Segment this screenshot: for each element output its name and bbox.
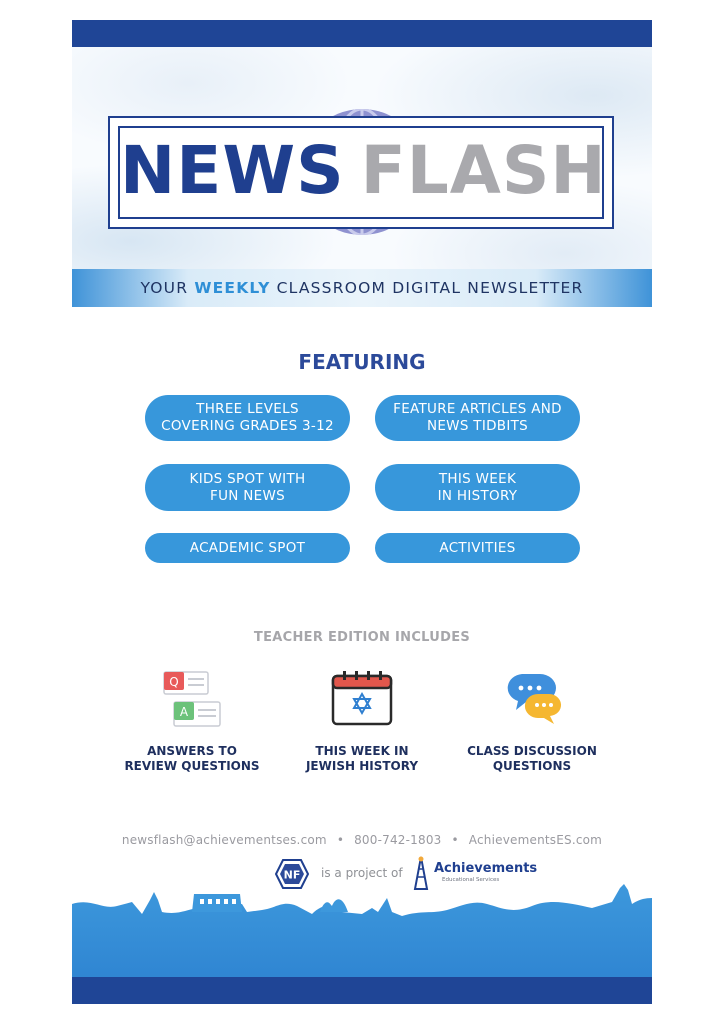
achievements-logo-subtitle: Educational Services — [442, 877, 500, 883]
feature-answers-review: ANSWERS TO REVIEW QUESTIONS — [124, 744, 260, 773]
top-color-bar — [72, 20, 652, 47]
achievements-logo-name: Achievements — [434, 861, 538, 876]
contact-email[interactable]: newsflash@achievementses.com — [121, 833, 327, 847]
feature-pill-academic-spot: ACADEMIC SPOT — [145, 533, 350, 563]
contact-line: newsflash@achievementses.com • 800-742-1803 • AchievementsES.com — [121, 833, 603, 847]
feature-pill-articles: FEATURE ARTICLES AND NEWS TIDBITS — [375, 395, 580, 441]
qa-cards-icon — [160, 668, 224, 730]
feature-pill-this-week-history: THIS WEEK IN HISTORY — [375, 464, 580, 511]
feature-pill-activities: ACTIVITIES — [375, 533, 580, 563]
bottom-color-bar — [72, 977, 652, 1004]
contact-website[interactable]: AchievementsES.com — [468, 833, 603, 847]
project-of-text: is a project of — [321, 866, 403, 880]
qa-q-glyph: Q — [169, 675, 179, 689]
feature-pill-three-levels: THREE LEVELS COVERING GRADES 3-12 — [145, 395, 350, 441]
logo-frame — [108, 116, 614, 229]
logo-word-news: NEWS — [120, 132, 345, 209]
feature-pill-kids-spot: KIDS SPOT WITH FUN NEWS — [145, 464, 350, 511]
newsletter-logo-title — [120, 132, 607, 209]
world-landmarks-skyline — [72, 880, 652, 980]
feature-jewish-history: THIS WEEK IN JEWISH HISTORY — [305, 744, 419, 773]
qa-a-glyph: A — [179, 705, 189, 719]
calendar-star-of-david-icon — [331, 670, 393, 726]
feature-class-discussion: CLASS DISCUSSION QUESTIONS — [467, 744, 597, 773]
chat-bubbles-icon — [504, 670, 562, 726]
featuring-heading: FEATURING — [298, 350, 426, 374]
tagline-highlight: WEEKLY — [194, 279, 271, 297]
teacher-edition-heading: TEACHER EDITION INCLUDES — [253, 630, 471, 645]
newsletter-flyer — [72, 20, 652, 1004]
logo-word-flash: FLASH — [360, 132, 607, 209]
contact-phone[interactable]: 800-742-1803 — [354, 833, 442, 847]
nf-badge-text: NF — [283, 868, 301, 882]
tagline-banner: YOUR WEEKLY CLASSROOM DIGITAL NEWSLETTER — [72, 269, 652, 307]
hero-banner — [72, 47, 652, 290]
